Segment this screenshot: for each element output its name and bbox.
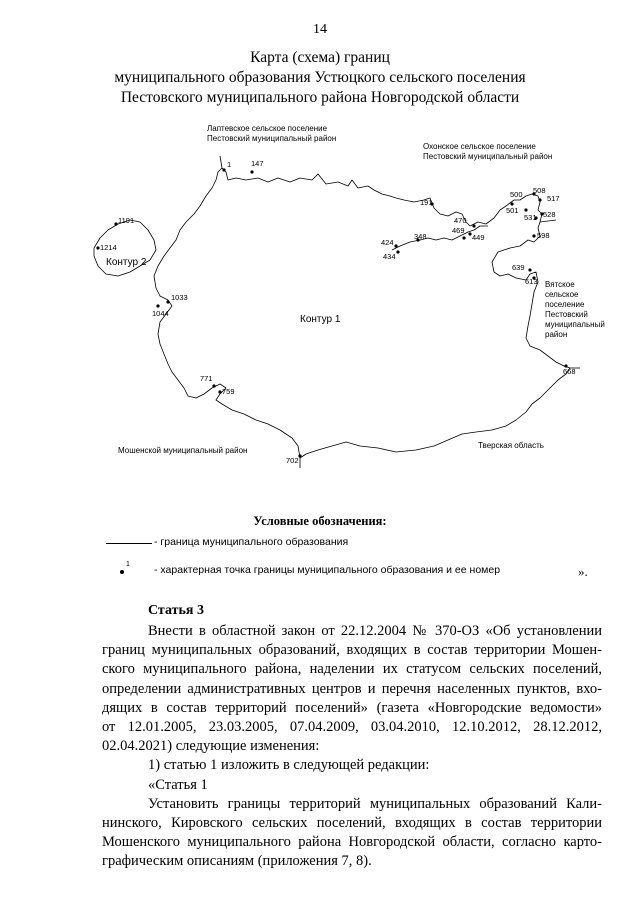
point-191: 191 (420, 198, 433, 207)
point-613: 613 (525, 277, 538, 286)
paragraph-1-line: ского муниципального района, наделении их статусом сельских поселений, (102, 661, 602, 678)
point-469: 469 (452, 226, 465, 235)
vyatskoe-line-5: муниципальный (545, 320, 605, 329)
legend-point-description: - характерная точка границы муниципального образования и ее номер (154, 564, 501, 576)
point-668: 668 (563, 367, 576, 376)
point-1044: 1044 (152, 309, 169, 318)
article-paragraph-1 (102, 622, 602, 871)
point-531: 531 (524, 213, 537, 222)
vyatskoe-line-1: Вятское (545, 280, 575, 289)
paragraph-1-line: от 12.01.2005, 23.03.2005, 07.04.2009, 03.04.2010, 12.10.2012, 28.12.2012, (102, 718, 602, 735)
paragraph-1-line: Внести в областной закон от 22.12.2004 № 370-ОЗ «Об установлении (148, 623, 602, 639)
label-laptevskoe (207, 124, 336, 144)
point-449: 449 (472, 233, 485, 242)
vyatskoe-line-3: поселение (545, 300, 585, 309)
legend-point-sample (120, 570, 124, 574)
legend-point-number: 1 (126, 561, 130, 568)
laptevskoe-line-2: Пестовский муниципальный район (207, 134, 337, 143)
okhonskoe-line-2: Пестовский муниципальный район (423, 152, 553, 161)
item-1: 1) статью 1 изложить в следующей редакции: (148, 757, 430, 774)
map-title-line-1: Карта (схема) границ (250, 49, 390, 66)
paragraph-1-line: 02.04.2021) следующие изменения: (102, 738, 320, 755)
label-okhonskoe (423, 142, 552, 162)
vyatskoe-line-6: район (545, 330, 568, 339)
point-1191: 1191 (118, 216, 135, 225)
point-1: 1 (227, 160, 232, 169)
point-517: 517 (547, 194, 560, 203)
map-title-line-3: Пестовского муниципального района Новгородской области (120, 89, 520, 106)
point-470: 470 (454, 216, 467, 225)
paragraph-1-line: границ муниципальных образований, входящих в состав территории Мошен- (102, 642, 602, 659)
paragraph-1-line: определении административных центров и перечня населенных пунктов, вхо- (102, 680, 602, 697)
point-500: 500 (510, 190, 523, 199)
point-348: 348 (414, 232, 427, 241)
label-moshenskoy: Мошенской муниципальный район (118, 446, 248, 455)
point-702: 702 (286, 456, 299, 465)
point-434: 434 (383, 252, 396, 261)
legend-title: Условные обозначения: (253, 514, 387, 528)
page-number: 14 (313, 22, 327, 37)
point-501: 501 (506, 206, 519, 215)
point-528: 528 (543, 210, 556, 219)
label-contour-2: Контур 2 (106, 257, 147, 268)
point-771: 771 (200, 374, 213, 383)
point-424: 424 (381, 238, 394, 247)
point-598: 598 (537, 231, 550, 240)
paragraph-2-line: графическим описаниям (приложения 7, 8). (102, 853, 372, 870)
okhonskoe-line-1: Охонское сельское поселение (423, 142, 536, 151)
paragraph-2-line: Мошенского муниципального района Новгородской области, согласно карто- (102, 834, 602, 851)
point-1033: 1033 (171, 293, 188, 302)
paragraph-2-line: Установить границы территорий муниципальных образований Кали- (148, 795, 602, 812)
paragraph-1-line: дящих в состав территорий поселений» (газета «Новгородские ведомости» (102, 699, 602, 716)
label-tverskaya: Тверская область (478, 441, 544, 450)
vyatskoe-line-4: Пестовский (545, 310, 588, 319)
closing-quote: ». (578, 564, 588, 579)
point-759: 759 (222, 387, 235, 396)
legend-line-sample (106, 543, 152, 544)
vyatskoe-line-2: сельское (545, 290, 579, 299)
paragraph-2-line: нинского, Кировского сельских поселений, входящих в состав территории (102, 814, 602, 831)
quote-heading: «Статья 1 (148, 776, 208, 793)
laptevskoe-line-1: Лаптевское сельское поселение (207, 124, 328, 133)
point-1214: 1214 (100, 243, 117, 252)
article-heading: Статья 3 (148, 603, 204, 618)
legend-line-description: - граница муниципального образования (154, 536, 349, 548)
label-vyatskoe (545, 280, 605, 340)
point-508: 508 (533, 186, 546, 195)
label-contour-1: Контур 1 (300, 314, 341, 325)
point-639: 639 (512, 263, 525, 272)
point-147: 147 (251, 159, 264, 168)
map-title-line-2: муниципального образования Устюцкого сельского поселения (114, 69, 526, 86)
